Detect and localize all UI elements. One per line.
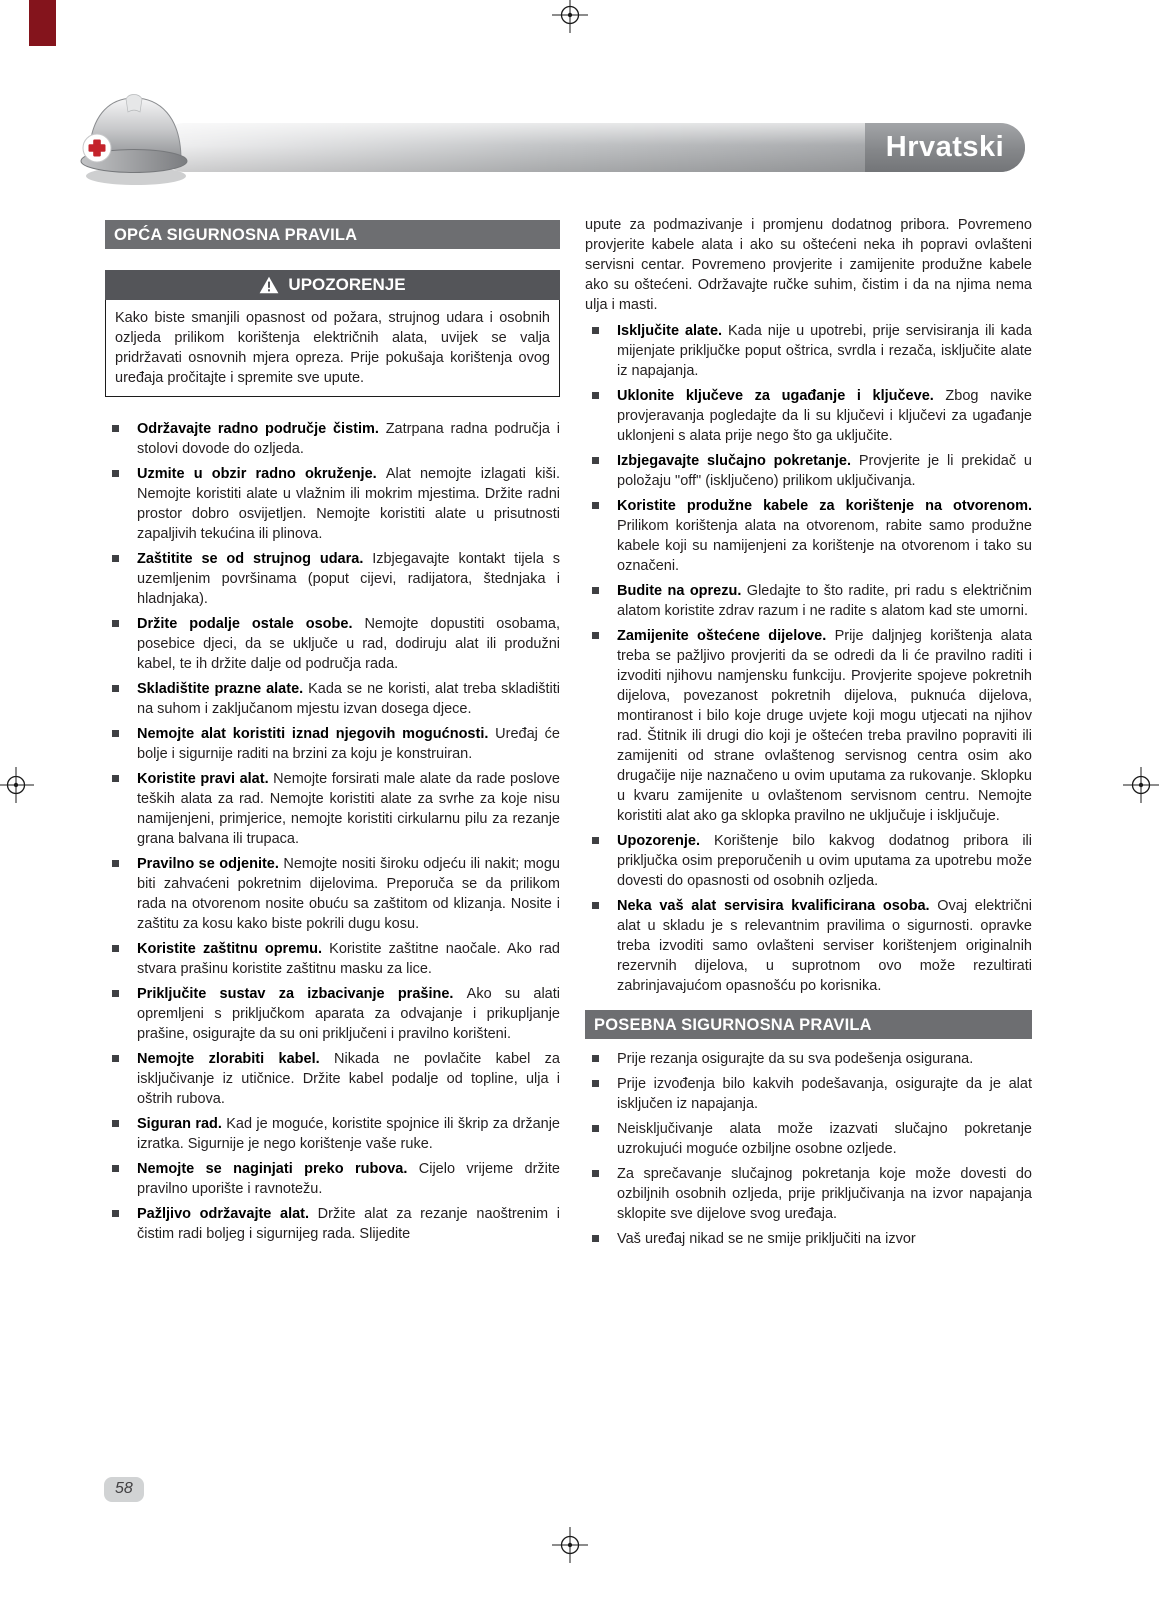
warning-body: Kako biste smanjili opasnost od požara, strujnog udara i osobnih ozljeda prilikom korištenja električnih alata, uvijek se valja pridržavati osnovnih mjera opreza. Prije pokušaja korištenja ovog uređaja pročitajte i spremite sve upute. <box>105 300 560 397</box>
bullet-square-icon <box>592 1080 599 1087</box>
safety-rule-text: Pažljivo održavajte alat. Držite alat za rezanje naoštrenim i čistim radi boljeg i sigurnijeg rada. Slijedite <box>137 1206 560 1242</box>
bullet-square-icon <box>112 1055 119 1062</box>
safety-rule-item <box>105 769 560 849</box>
bullet-square-icon <box>592 837 599 844</box>
safety-rule-text: Neisključivanje alata može izazvati slučajno pokretanje uzrokujući moguće ozbiljne osobne ozljede. <box>617 1121 1032 1157</box>
safety-rule-text: Zaštitite se od strujnog udara. Izbjegavajte kontakt tijela s uzemljenim površinama (poput cijevi, radijatora, štednjaka i hladnjaka). <box>137 551 560 607</box>
safety-rule-item <box>105 939 560 979</box>
bullet-square-icon <box>592 457 599 464</box>
bullet-square-icon <box>592 632 599 639</box>
bullet-square-icon <box>592 587 599 594</box>
safety-rule-text: Isključite alate. Kada nije u upotrebi, prije servisiranja ili kada mijenjate priključke poput oštrica, svrdla i rezača, isključite alate iz napajanja. <box>617 323 1032 379</box>
general-rules-list <box>105 419 560 1244</box>
safety-rule-text: Nemojte alat koristiti iznad njegovih mogućnosti. Uređaj će bolje i sigurnije raditi na brzini za koju je konstruiran. <box>137 726 560 762</box>
warning-header <box>105 270 560 300</box>
language-banner-cap <box>865 123 1025 172</box>
bullet-square-icon <box>592 1235 599 1242</box>
safety-rule-text: Zamijenite oštećene dijelove. Prije daljnjeg korištenja alata treba se pažljivo provjeriti da se odredi da li će pravilno raditi i izvoditi njihovu namjensku funkciju. Provjerite spojeve pokretnih dijelova, povezanost pokretnih dijelova, puknuća dijelova, montiranost i bilo koje druge uvjete koji mogu utjecati na njihov rad. Štitnik ili drugi dio koji je oštećen treba pravilno popraviti ili zamijeniti od strane ovlaštenog servisnog centra osim ako drugačije nije naznačeno u ovim uputama za rukovanje. Sklopku u kvaru zamijenite u ovlaštenom servisnom centru. Nemojte koristiti alat ako ga sklopka pravilno ne uključuje i isključuje. <box>617 628 1033 824</box>
safety-rule-item <box>585 386 1032 446</box>
left-column <box>105 220 560 1249</box>
registration-mark-icon <box>552 0 588 33</box>
bullet-square-icon <box>112 425 119 432</box>
safety-rule-item <box>105 1204 560 1244</box>
safety-rule-text: Pravilno se odjenite. Nemojte nositi široku odjeću ili nakit; mogu biti zahvaćeni pokretnim dijelovima. Preporuča se da prilikom rada na otvorenom nosite obuću sa zaštitom od klizanja. Nosite i zaštitu za kosu kako biste pokrili dugu kosu. <box>137 856 560 932</box>
bullet-square-icon <box>592 1125 599 1132</box>
warning-title: UPOZORENJE <box>288 275 406 294</box>
safety-rule-text: Priključite sustav za izbacivanje prašine. Ako su alati opremljeni s priključkom aparata za odvajanje i prikupljanje prašine, osigurajte da su oni priključeni i pravilno korišteni. <box>137 986 560 1042</box>
safety-rule-item <box>105 679 560 719</box>
safety-rule-item <box>105 419 560 459</box>
safety-rule-item <box>105 854 560 934</box>
safety-rule-item <box>585 626 1032 826</box>
safety-rule-text: Koristite produžne kabele za korištenje na otvorenom. Prilikom korištenja alata na otvorenom, rabite samo produžne kabele koji su namijenjeni za korištenje na otvorenom i tako su označeni. <box>617 498 1032 574</box>
bullet-square-icon <box>112 775 119 782</box>
safety-rule-item <box>105 1114 560 1154</box>
bullet-square-icon <box>592 902 599 909</box>
safety-rule-text: Vaš uređaj nikad se ne smije priključiti na izvor <box>617 1231 916 1247</box>
registration-mark-icon <box>0 767 34 803</box>
safety-rule-item <box>105 549 560 609</box>
bullet-square-icon <box>112 860 119 867</box>
safety-rule-item <box>585 321 1032 381</box>
language-banner <box>160 123 1025 172</box>
bullet-square-icon <box>112 1210 119 1217</box>
safety-rule-item <box>105 1049 560 1109</box>
language-label: Hrvatski <box>885 131 1005 163</box>
safety-rule-text: Uzmite u obzir radno okruženje. Alat nemojte izlagati kiši. Nemojte koristiti alate u vlažnim ili mokrim mjestima. Držite radni prostor dobro osvijetljen. Nemojte koristiti alate u prisutnosti zapaljivih tekućina ili plinova. <box>137 466 560 542</box>
bullet-square-icon <box>112 685 119 692</box>
section-title-general: OPĆA SIGURNOSNA PRAVILA <box>105 220 560 249</box>
right-column <box>585 215 1032 1254</box>
safety-rule-text: Nemojte se naginjati preko rubova. Cijelo vrijeme držite pravilno uporište i ravnotežu. <box>137 1161 560 1197</box>
bullet-square-icon <box>592 502 599 509</box>
safety-helmet-icon <box>74 76 194 190</box>
bullet-square-icon <box>112 945 119 952</box>
right-rules-list <box>585 321 1032 996</box>
safety-rule-item <box>105 464 560 544</box>
print-corner-mark <box>29 0 56 46</box>
bullet-square-icon <box>112 1165 119 1172</box>
safety-rule-text: Održavajte radno područje čistim. Zatrpana radna područja i stolovi dovode do ozljeda. <box>137 421 560 457</box>
bullet-square-icon <box>112 620 119 627</box>
safety-rule-item <box>105 724 560 764</box>
bullet-square-icon <box>112 990 119 997</box>
safety-rule-item <box>585 581 1032 621</box>
special-rules-list <box>585 1049 1032 1249</box>
section-title-special: POSEBNA SIGURNOSNA PRAVILA <box>585 1010 1032 1039</box>
warning-triangle-icon <box>259 276 279 294</box>
page-number: 58 <box>104 1477 144 1502</box>
bullet-square-icon <box>112 1120 119 1127</box>
registration-mark-icon <box>552 1527 588 1563</box>
bullet-square-icon <box>592 1055 599 1062</box>
safety-rule-text: Upozorenje. Korištenje bilo kakvog dodatnog pribora ili priključka osim preporučenih u ovim uputama za upotrebu može dovesti do opasnosti od osobnih ozljeda. <box>617 833 1032 889</box>
safety-rule-item <box>585 451 1032 491</box>
continuation-paragraph: upute za podmazivanje i promjenu dodatnog pribora. Povremeno provjerite kabele alata i ako su oštećeni neka ih popravi ovlašteni servisni centar. Povremeno provjerite i zamijenite produžne kabele ako su oštećeni. Održavajte ručke suhim, čistim i da na njima nema ulja i masti. <box>585 217 1032 313</box>
safety-rule-text: Neka vaš alat servisira kvalificirana osoba. Ovaj električni alat u skladu je s relevantnim pravilima o sigurnosti. opravke treba izvoditi samo ovlašteni serviser korištenjem originalnih rezervnih dijelova, u suprotnom ovo može rezultirati zabrinjavajućom opasnošću po korisnika. <box>617 898 1032 994</box>
registration-mark-icon <box>1123 767 1159 803</box>
bullet-square-icon <box>112 555 119 562</box>
safety-rule-text: Držite podalje ostale osobe. Nemojte dopustiti osobama, posebice djeci, da se uključe u rad, dodiruju alat ili produžni kabel, te ih držite dalje od područja rada. <box>137 616 560 672</box>
bullet-square-icon <box>592 327 599 334</box>
bullet-square-icon <box>112 470 119 477</box>
safety-rule-item <box>585 1074 1032 1114</box>
safety-rule-text: Za sprečavanje slučajnog pokretanja koje može dovesti do ozbiljnih osobnih ozljeda, prije priključivanja na izvor napajanja sklopite sve dijelove svog uređaja. <box>617 1166 1032 1222</box>
safety-rule-text: Nemojte zlorabiti kabel. Nikada ne povlačite kabel za isključivanje iz utičnice. Držite kabel podalje od topline, ulja i oštrih rubova. <box>137 1051 560 1107</box>
safety-rule-item <box>585 1119 1032 1159</box>
safety-rule-item <box>585 831 1032 891</box>
safety-rule-text: Siguran rad. Kad je moguće, koristite spojnice ili škrip za držanje izratka. Sigurnije je nego korištenje vaše ruke. <box>137 1116 560 1152</box>
bullet-square-icon <box>112 730 119 737</box>
bullet-square-icon <box>592 392 599 399</box>
safety-rule-item <box>105 984 560 1044</box>
safety-rule-text: Budite na oprezu. Gledajte to što radite, pri radu s električnim alatom koristite zdrav razum i ne radite s alatom kad ste umorni. <box>617 583 1033 619</box>
safety-rule-item <box>585 896 1032 996</box>
safety-rule-item <box>585 1049 1032 1069</box>
safety-rule-text: Uklonite ključeve za ugađanje i ključeve. Zbog navike provjeravanja pogledajte da li su ključevi i ključevi za ugađanje uklonjeni s alata prije nego što ga uključite. <box>617 388 1032 444</box>
safety-rule-item <box>585 496 1032 576</box>
safety-rule-item <box>105 614 560 674</box>
safety-rule-item <box>585 1164 1032 1224</box>
safety-rule-text: Skladištite prazne alate. Kada se ne koristi, alat treba skladištiti na suhom i zaključanom mjestu izvan dosega djece. <box>137 681 560 717</box>
bullet-square-icon <box>592 1170 599 1177</box>
safety-rule-text: Koristite pravi alat. Nemojte forsirati male alate da rade poslove teških alata za rad. Nemojte koristiti alate za svrhe za koje nisu namijenjeni, primjerice, nemojte koristiti cirkularnu pilu za rezanje grana balvana ili trupaca. <box>137 771 561 847</box>
safety-rule-item <box>585 1229 1032 1249</box>
safety-rule-text: Prije izvođenja bilo kakvih podešavanja, osigurajte da je alat isključen iz napajanja. <box>617 1076 1032 1112</box>
safety-rule-item <box>105 1159 560 1199</box>
safety-rule-text: Izbjegavajte slučajno pokretanje. Provjerite je li prekidač u položaju "off" (isključeno) prilikom uključivanja. <box>617 453 1032 489</box>
safety-rule-text: Prije rezanja osigurajte da su sva podešenja osigurana. <box>617 1051 974 1067</box>
safety-rule-text: Koristite zaštitnu opremu. Koristite zaštitne naočale. Ako rad stvara prašinu koristite zaštitnu masku za lice. <box>137 941 560 977</box>
